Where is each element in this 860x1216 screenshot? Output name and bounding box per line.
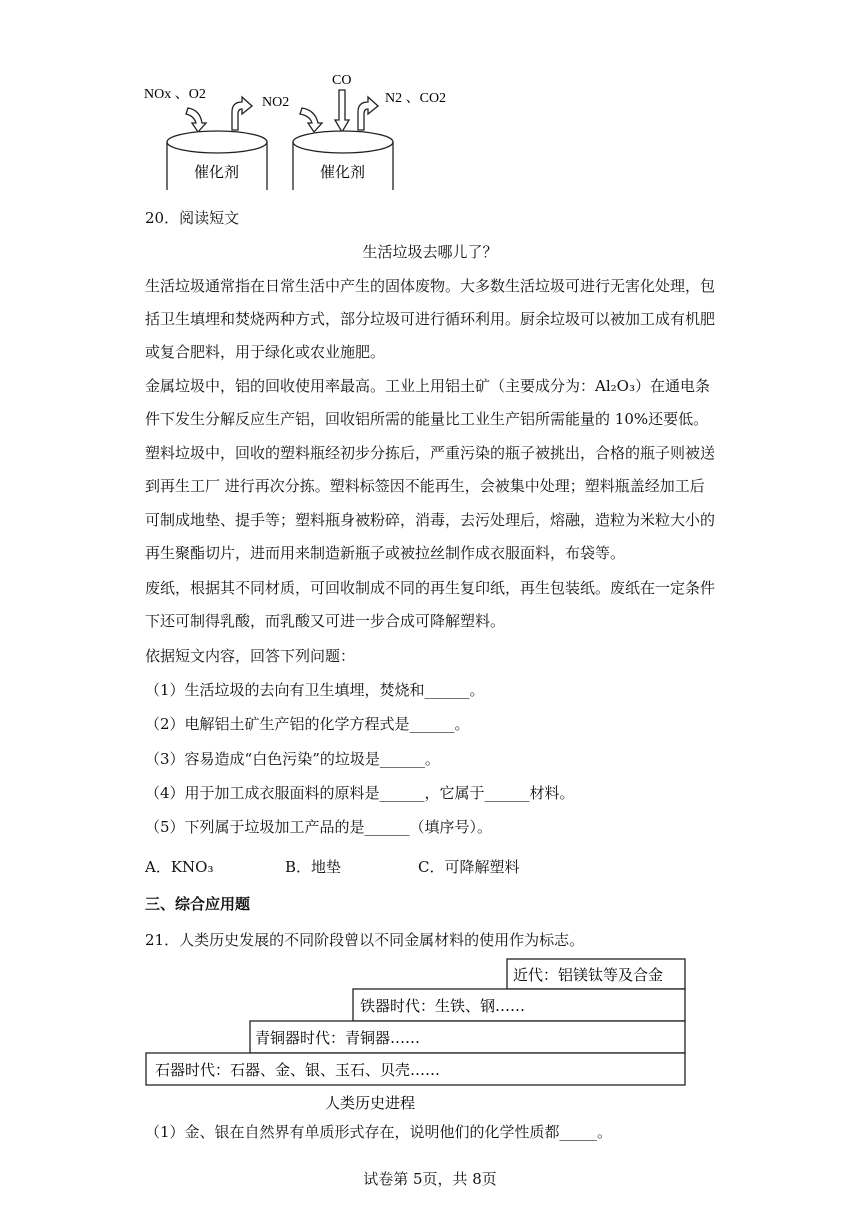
sub-question-2: （2）电解铝土矿生产铝的化学方程式是______。 [145, 715, 470, 733]
stage-bronze: 青铜器时代：青铜器…… [255, 1029, 421, 1047]
arrow-co [335, 90, 349, 132]
catalyst-diagram [140, 68, 480, 193]
sub-question-5: （5）下列属于垃圾加工产品的是______（填序号）。 [145, 818, 493, 836]
question-21-sub-1: （1）金、银在自然界有单质形式存在，说明他们的化学性质都_____。 [145, 1123, 613, 1141]
paragraph-line: 或复合肥料，用于绿化或农业施肥。 [145, 343, 386, 361]
paragraph-line: 件下发生分解反应生产铝，回收铝所需的能量比工业生产铝所需能量的 10%还要低。 [145, 410, 709, 428]
catalyst-label-2: 催化剂 [320, 163, 366, 181]
arrow-out-2 [358, 97, 378, 130]
label-n2-co2: N2 、CO2 [385, 91, 447, 106]
label-nox-o2: NOx 、O2 [144, 87, 206, 102]
article-title: 生活垃圾去哪儿了？ [362, 243, 498, 261]
sub-question-3: （3）容易造成“白色污染”的垃圾是______。 [145, 750, 440, 768]
catalyst-cylinder-1-top [167, 131, 267, 153]
paragraph-line: 塑料垃圾中，回收的塑料瓶经初步分拣后，严重污染的瓶子被挑出，合格的瓶子则被送 [145, 444, 716, 462]
sub-question-1: （1）生活垃圾的去向有卫生填埋，焚烧和______。 [145, 681, 485, 699]
paragraph-line: 括卫生填埋和焚烧两种方式，部分垃圾可进行循环利用。厨余垃圾可以被加工成有机肥 [145, 310, 716, 328]
section-heading: 三、综合应用题 [145, 895, 251, 913]
stage-stone: 石器时代：石器、金、银、玉石、贝壳…… [155, 1061, 441, 1079]
stage-modern: 近代：铝镁钛等及合金 [513, 966, 664, 984]
page-footer: 试卷第 5页，共 8页 [363, 1170, 497, 1188]
catalyst-cylinder-2-top [293, 131, 393, 153]
question-20-title: 20．阅读短文 [145, 209, 240, 227]
question-21-stem: 21．人类历史发展的不同阶段曾以不同金属材料的使用作为标志。 [145, 931, 585, 949]
stage-iron: 铁器时代：生铁、钢…… [360, 997, 526, 1015]
paragraph-line: 到再生工厂 进行再次分拣。塑料标签因不能再生，会被集中处理；塑料瓶盖经加工后 [145, 477, 705, 495]
paragraph-line: 再生聚酯切片，进而用来制造新瓶子或被拉丝制作成衣服面料，布袋等。 [145, 544, 626, 562]
paragraph-line: 生活垃圾通常指在日常生活中产生的固体废物。大多数生活垃圾可进行无害化处理，包 [145, 277, 716, 295]
catalyst-label-1: 催化剂 [194, 163, 240, 181]
history-caption: 人类历史进程 [325, 1094, 416, 1112]
history-stages-diagram [145, 958, 695, 1118]
arrow-in-1 [186, 108, 206, 132]
arrow-out-1 [232, 97, 252, 130]
question-prompt: 依据短文内容，回答下列问题： [145, 647, 356, 665]
paragraph-line: 废纸，根据其不同材质，可回收制成不同的再生复印纸，再生包装纸。废纸在一定条件 [145, 579, 716, 597]
arrow-in-2 [300, 108, 322, 132]
label-co: CO [332, 73, 352, 88]
choice-b: B．地垫 [285, 858, 342, 876]
choice-c: C．可降解塑料 [418, 858, 520, 876]
paragraph-line: 金属垃圾中，铝的回收使用率最高。工业上用铝土矿（主要成分为：Al₂O₃）在通电条 [145, 377, 710, 395]
paragraph-line: 可制成地垫、提手等；塑料瓶身被粉碎，消毒，去污处理后，熔融，造粒为米粒大小的 [145, 511, 716, 529]
sub-question-4: （4）用于加工成衣服面料的原料是______，它属于______材料。 [145, 784, 575, 802]
choice-a: A．KNO₃ [145, 858, 214, 876]
paragraph-line: 下还可制得乳酸，而乳酸又可进一步合成可降解塑料。 [145, 612, 506, 630]
label-no2: NO2 [262, 95, 290, 110]
